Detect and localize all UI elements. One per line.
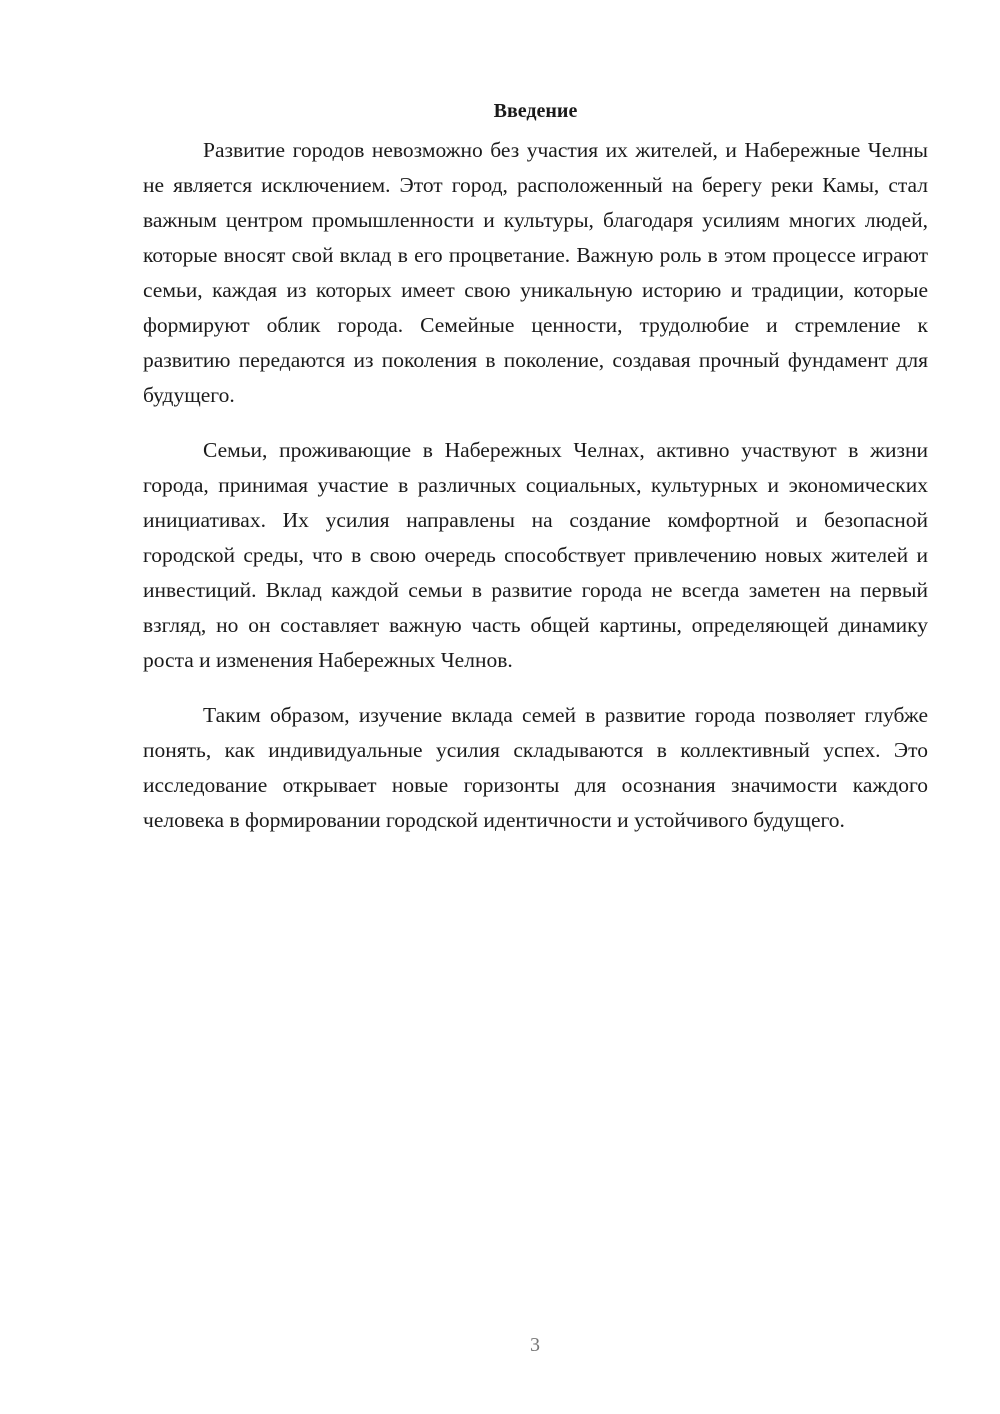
document-body <box>143 96 928 858</box>
paragraph-2: Семьи, проживающие в Набережных Челнах, активно участвуют в жизни города, принимая участие в различных социальных, культурных и экономических инициативах. Их усилия направлены на создание комфортной и безопасной городской среды, что в свою очередь способствует привлечению новых жителей и инвестиций. Вклад каждой семьи в развитие города не всегда заметен на первый взгляд, но он составляет важную часть общей картины, определяющей динамику роста и изменения Набережных Челнов. <box>143 438 928 672</box>
page-number: 3 <box>530 1334 540 1356</box>
paragraph-3: Таким образом, изучение вклада семей в развитие города позволяет глубже понять, как индивидуальные усилия складываются в коллективный успех. Это исследование открывает новые горизонты для осознания значимости каждого человека в формировании городской идентичности и устойчивого будущего. <box>143 703 928 832</box>
section-heading: Введение <box>493 100 578 122</box>
paragraph-1: Развитие городов невозможно без участия их жителей, и Набережные Челны не является исключением. Этот город, расположенный на берегу реки Камы, стал важным центром промышленности и культуры, благодаря усилиям многих людей, которые вносят свой вклад в его процветание. Важную роль в этом процессе играют семьи, каждая из которых имеет свою уникальную историю и традиции, которые формируют облик города. Семейные ценности, трудолюбие и стремление к развитию передаются из поколения в поколение, создавая прочный фундамент для будущего. <box>143 138 928 407</box>
